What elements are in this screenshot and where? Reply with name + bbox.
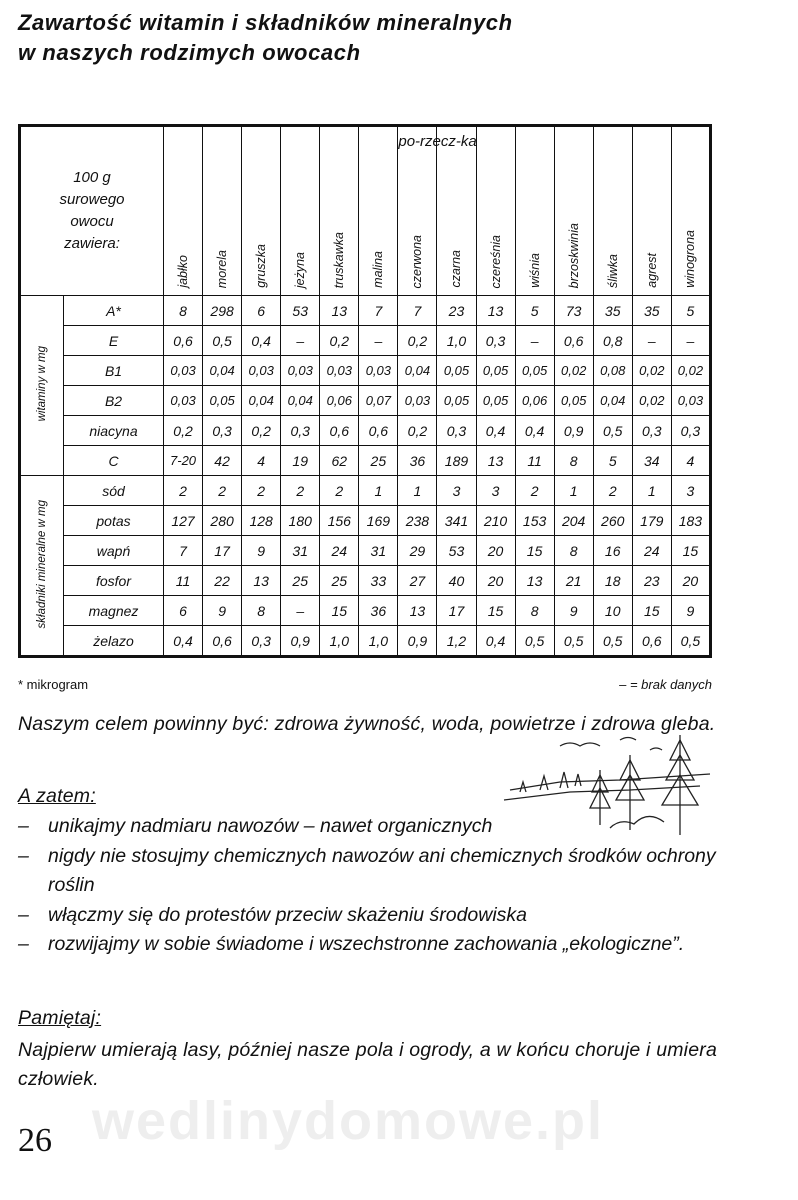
table-cell: 13 <box>476 296 515 326</box>
footnote-brak-danych: – = brak danych <box>619 677 712 692</box>
list-item <box>18 930 718 960</box>
table-cell: 11 <box>164 566 203 596</box>
table-cell: 0,04 <box>242 386 281 416</box>
column-header-fruit <box>632 126 671 296</box>
table-cell: 3 <box>671 476 710 506</box>
table-cell: 0,03 <box>398 386 437 416</box>
table-cell: 7 <box>164 536 203 566</box>
fruit-label: czerwona <box>410 234 425 288</box>
column-header-fruit <box>164 126 203 296</box>
row-label: sód <box>64 476 164 506</box>
table-row <box>20 416 711 446</box>
table-cell: 34 <box>632 446 671 476</box>
table-cell: 0,05 <box>554 386 593 416</box>
porzeczka-label: po-rzecz-ka <box>398 133 477 150</box>
table-cell: 3 <box>476 476 515 506</box>
column-header-fruit <box>359 126 398 296</box>
table-cell: 15 <box>632 596 671 626</box>
group-label: witaminy w mg <box>36 346 48 422</box>
column-header-fruit <box>476 126 515 296</box>
table-cell: 0,05 <box>476 386 515 416</box>
table-cell: 10 <box>593 596 632 626</box>
table-cell: 156 <box>320 506 359 536</box>
table-cell: 0,6 <box>632 626 671 657</box>
table-cell: 0,2 <box>398 326 437 356</box>
table-cell: 0,03 <box>359 356 398 386</box>
column-header-fruit <box>593 126 632 296</box>
fruit-label: morela <box>215 249 230 288</box>
table-cell: 0,03 <box>320 356 359 386</box>
table-cell: 0,9 <box>281 626 320 657</box>
table-cell: 1,0 <box>359 626 398 657</box>
table-cell: 0,5 <box>593 626 632 657</box>
table-cell: 0,02 <box>554 356 593 386</box>
table-cell: 0,3 <box>281 416 320 446</box>
table-cell: 0,5 <box>671 626 710 657</box>
table-cell: 0,3 <box>242 626 281 657</box>
table-cell: 0,5 <box>515 626 554 657</box>
row-label: B1 <box>64 356 164 386</box>
table-cell: 169 <box>359 506 398 536</box>
table-row <box>20 536 711 566</box>
table-cell: 280 <box>203 506 242 536</box>
table-cell: 0,2 <box>242 416 281 446</box>
table-cell: 0,9 <box>554 416 593 446</box>
table-row <box>20 296 711 326</box>
table-cell: 9 <box>242 536 281 566</box>
pamietaj-heading: Pamiętaj: <box>18 1007 102 1029</box>
table-cell: 3 <box>437 476 476 506</box>
table-cell: 31 <box>359 536 398 566</box>
bullet-dash: – <box>18 844 29 867</box>
table-cell: – <box>515 326 554 356</box>
title-line-1: Zawartość witamin i składników mineralnych <box>18 10 513 35</box>
header-lead-text: 100 g surowego owocu zawiera: <box>59 169 125 252</box>
bullet-text: rozwijajmy w sobie świadome i wszechstronne zachowania „ekologiczne”. <box>48 933 685 955</box>
table-cell: 0,04 <box>398 356 437 386</box>
table-cell: 7-20 <box>164 446 203 476</box>
table-cell: 7 <box>398 296 437 326</box>
table-cell: 1 <box>554 476 593 506</box>
table-cell: 16 <box>593 536 632 566</box>
table-cell: 0,8 <box>593 326 632 356</box>
bullet-list <box>18 812 718 960</box>
group-label-cell <box>20 296 64 476</box>
column-header-fruit <box>242 126 281 296</box>
table-cell: 1,2 <box>437 626 476 657</box>
table-cell: 5 <box>593 446 632 476</box>
table-cell: 1 <box>398 476 437 506</box>
table-cell: 25 <box>359 446 398 476</box>
table-cell: 0,5 <box>554 626 593 657</box>
table-cell: 11 <box>515 446 554 476</box>
bullet-text: unikajmy nadmiaru nawozów – nawet organicznych <box>48 815 493 837</box>
group-label-cell <box>20 476 64 657</box>
table-cell: 2 <box>242 476 281 506</box>
row-label: A* <box>64 296 164 326</box>
table-cell: 36 <box>359 596 398 626</box>
table-cell: 2 <box>203 476 242 506</box>
table-cell: 189 <box>437 446 476 476</box>
table-cell: 0,03 <box>164 356 203 386</box>
column-header-fruit <box>671 126 710 296</box>
table-cell: 8 <box>242 596 281 626</box>
table-row <box>20 476 711 506</box>
table-cell: 0,06 <box>515 386 554 416</box>
table-cell: 128 <box>242 506 281 536</box>
table-cell: 2 <box>164 476 203 506</box>
fruit-label: wiśnia <box>527 253 542 288</box>
table-cell: 2 <box>281 476 320 506</box>
table-cell: 5 <box>671 296 710 326</box>
page-number: 26 <box>18 1122 52 1159</box>
table-cell: 73 <box>554 296 593 326</box>
table-cell: 0,3 <box>437 416 476 446</box>
table-cell: 53 <box>437 536 476 566</box>
fruit-label: winogrona <box>683 230 698 288</box>
table-cell: 0,04 <box>593 386 632 416</box>
table-cell: 0,02 <box>671 356 710 386</box>
fruit-label: agrest <box>644 253 659 288</box>
table-cell: 0,03 <box>671 386 710 416</box>
table-row <box>20 506 711 536</box>
table-cell: 0,5 <box>593 416 632 446</box>
table-row <box>20 446 711 476</box>
table-cell: 210 <box>476 506 515 536</box>
table-cell: 21 <box>554 566 593 596</box>
row-label: niacyna <box>64 416 164 446</box>
table-cell: 23 <box>632 566 671 596</box>
table-cell: 180 <box>281 506 320 536</box>
table-cell: 0,4 <box>164 626 203 657</box>
table-cell: – <box>632 326 671 356</box>
table-cell: 20 <box>671 566 710 596</box>
table-cell: 13 <box>476 446 515 476</box>
table-row <box>20 386 711 416</box>
table-cell: 1,0 <box>437 326 476 356</box>
table-cell: 19 <box>281 446 320 476</box>
fruit-label: śliwka <box>605 253 620 288</box>
table-cell: 0,08 <box>593 356 632 386</box>
table-cell: 15 <box>320 596 359 626</box>
table-cell: 0,3 <box>203 416 242 446</box>
table-cell: 33 <box>359 566 398 596</box>
table-cell: 0,3 <box>476 326 515 356</box>
row-label: C <box>64 446 164 476</box>
table-cell: 0,4 <box>515 416 554 446</box>
intro-paragraph: Naszym celem powinny być: zdrowa żywność, woda, powietrze i zdrowa gleba. <box>18 713 716 735</box>
table-cell: 0,2 <box>164 416 203 446</box>
table-header-row <box>20 126 711 296</box>
table-cell: 0,4 <box>476 416 515 446</box>
table-cell: 183 <box>671 506 710 536</box>
table-cell: 13 <box>515 566 554 596</box>
table-cell: 0,02 <box>632 386 671 416</box>
table-cell: 4 <box>671 446 710 476</box>
table-cell: 0,4 <box>476 626 515 657</box>
table-cell: 238 <box>398 506 437 536</box>
list-item <box>18 812 718 842</box>
table-cell: 204 <box>554 506 593 536</box>
table-cell: 0,05 <box>437 386 476 416</box>
table-cell: 13 <box>398 596 437 626</box>
fruit-label: malina <box>371 251 386 288</box>
table-cell: 0,9 <box>398 626 437 657</box>
table-cell: 35 <box>593 296 632 326</box>
table-cell: 20 <box>476 566 515 596</box>
table-cell: 0,05 <box>476 356 515 386</box>
table-row <box>20 596 711 626</box>
table-cell: 9 <box>203 596 242 626</box>
table-cell: – <box>281 326 320 356</box>
fruit-label: jeżyna <box>293 251 308 288</box>
footnote-mikrogram: * mikrogram <box>18 677 89 692</box>
table-cell: 0,04 <box>281 386 320 416</box>
table-cell: 4 <box>242 446 281 476</box>
table-row <box>20 626 711 657</box>
table-row <box>20 566 711 596</box>
table-cell: 17 <box>203 536 242 566</box>
table-row <box>20 356 711 386</box>
bullet-dash: – <box>18 933 29 955</box>
table-cell: 0,5 <box>203 326 242 356</box>
table-cell: 1 <box>632 476 671 506</box>
fruit-label: truskawka <box>332 231 347 288</box>
table-cell: 0,04 <box>203 356 242 386</box>
table-cell: 15 <box>671 536 710 566</box>
row-label: E <box>64 326 164 356</box>
group-label: składniki mineralne w mg <box>36 499 48 629</box>
table-cell: 42 <box>203 446 242 476</box>
list-item <box>18 901 718 931</box>
table-cell: 25 <box>281 566 320 596</box>
column-header-fruit <box>281 126 320 296</box>
table-cell: 0,6 <box>164 326 203 356</box>
table-cell: 0,02 <box>632 356 671 386</box>
table-cell: 15 <box>515 536 554 566</box>
fruit-label: gruszka <box>254 244 269 288</box>
bullet-text: włączmy się do protestów przeciw skażeniu środowiska <box>48 903 528 926</box>
table-cell: 0,06 <box>320 386 359 416</box>
nutrition-table <box>18 124 712 658</box>
fruit-label: czarna <box>449 250 464 288</box>
column-header-fruit <box>515 126 554 296</box>
table-cell: 0,05 <box>437 356 476 386</box>
table-cell: 341 <box>437 506 476 536</box>
table-cell: 0,07 <box>359 386 398 416</box>
page-title <box>18 8 513 68</box>
row-label: żelazo <box>64 626 164 657</box>
table-cell: 25 <box>320 566 359 596</box>
table-cell: 0,4 <box>242 326 281 356</box>
table-cell: 0,03 <box>164 386 203 416</box>
row-label: B2 <box>64 386 164 416</box>
table-cell: 298 <box>203 296 242 326</box>
table-cell: 24 <box>632 536 671 566</box>
table-cell: 0,6 <box>359 416 398 446</box>
bullet-text: nigdy nie stosujmy chemicznych nawozów ani chemicznych środków ochrony roślin <box>48 844 716 896</box>
table-cell: 6 <box>242 296 281 326</box>
row-label: wapń <box>64 536 164 566</box>
table-cell: 17 <box>437 596 476 626</box>
table-cell: 2 <box>593 476 632 506</box>
fruit-label: jabłko <box>176 255 191 288</box>
table-cell: 0,2 <box>320 326 359 356</box>
table-cell: 0,6 <box>554 326 593 356</box>
column-header-fruit <box>203 126 242 296</box>
table-cell: 9 <box>554 596 593 626</box>
table-cell: 35 <box>632 296 671 326</box>
row-label: potas <box>64 506 164 536</box>
table-cell: 8 <box>554 536 593 566</box>
table-cell: 15 <box>476 596 515 626</box>
table-cell: 2 <box>515 476 554 506</box>
table-cell: – <box>281 596 320 626</box>
table-cell: 8 <box>515 596 554 626</box>
table-cell: 127 <box>164 506 203 536</box>
bullet-dash: – <box>18 903 29 926</box>
table-cell: 0,05 <box>203 386 242 416</box>
table-cell: 0,2 <box>398 416 437 446</box>
table-cell: 8 <box>554 446 593 476</box>
table-row <box>20 326 711 356</box>
table-cell: 153 <box>515 506 554 536</box>
table-cell: 40 <box>437 566 476 596</box>
table-cell: 0,05 <box>515 356 554 386</box>
table-cell: 260 <box>593 506 632 536</box>
table-cell: 1 <box>359 476 398 506</box>
table-cell: 6 <box>164 596 203 626</box>
table-cell: 0,6 <box>320 416 359 446</box>
table-cell: 13 <box>242 566 281 596</box>
table-cell: 9 <box>671 596 710 626</box>
table-cell: 7 <box>359 296 398 326</box>
table-cell: 8 <box>164 296 203 326</box>
table-cell: 0,3 <box>632 416 671 446</box>
table-cell: 2 <box>320 476 359 506</box>
table-cell: – <box>359 326 398 356</box>
table-cell: 27 <box>398 566 437 596</box>
table-cell: 1,0 <box>320 626 359 657</box>
table-cell: 62 <box>320 446 359 476</box>
table-cell: 179 <box>632 506 671 536</box>
closing-paragraph: Najpierw umierają lasy, później nasze pola i ogrody, a w końcu choruje i umiera człowiek. <box>18 1039 717 1090</box>
table-cell: 0,6 <box>203 626 242 657</box>
table-cell: 0,3 <box>671 416 710 446</box>
table-cell: 0,03 <box>281 356 320 386</box>
table-cell: 5 <box>515 296 554 326</box>
row-label: fosfor <box>64 566 164 596</box>
table-cell: 23 <box>437 296 476 326</box>
table-cell: 31 <box>281 536 320 566</box>
watermark: wedlinydomowe.pl <box>92 1091 605 1151</box>
table-cell: 22 <box>203 566 242 596</box>
row-label: magnez <box>64 596 164 626</box>
title-line-2: w naszych rodzimych owocach <box>18 40 361 65</box>
table-cell: 0,03 <box>242 356 281 386</box>
table-header-lead <box>20 126 164 296</box>
fruit-label: czereśnia <box>488 234 503 288</box>
table-cell: 29 <box>398 536 437 566</box>
column-header-fruit <box>554 126 593 296</box>
table-cell: 13 <box>320 296 359 326</box>
table-cell: – <box>671 326 710 356</box>
table-cell: 20 <box>476 536 515 566</box>
azatem-heading: A zatem: <box>18 785 96 807</box>
table-cell: 24 <box>320 536 359 566</box>
table-cell: 18 <box>593 566 632 596</box>
table-cell: 36 <box>398 446 437 476</box>
fruit-label: brzoskwinia <box>566 222 581 288</box>
table-cell: 53 <box>281 296 320 326</box>
bullet-dash: – <box>18 815 29 837</box>
list-item <box>18 842 718 901</box>
column-header-fruit <box>320 126 359 296</box>
